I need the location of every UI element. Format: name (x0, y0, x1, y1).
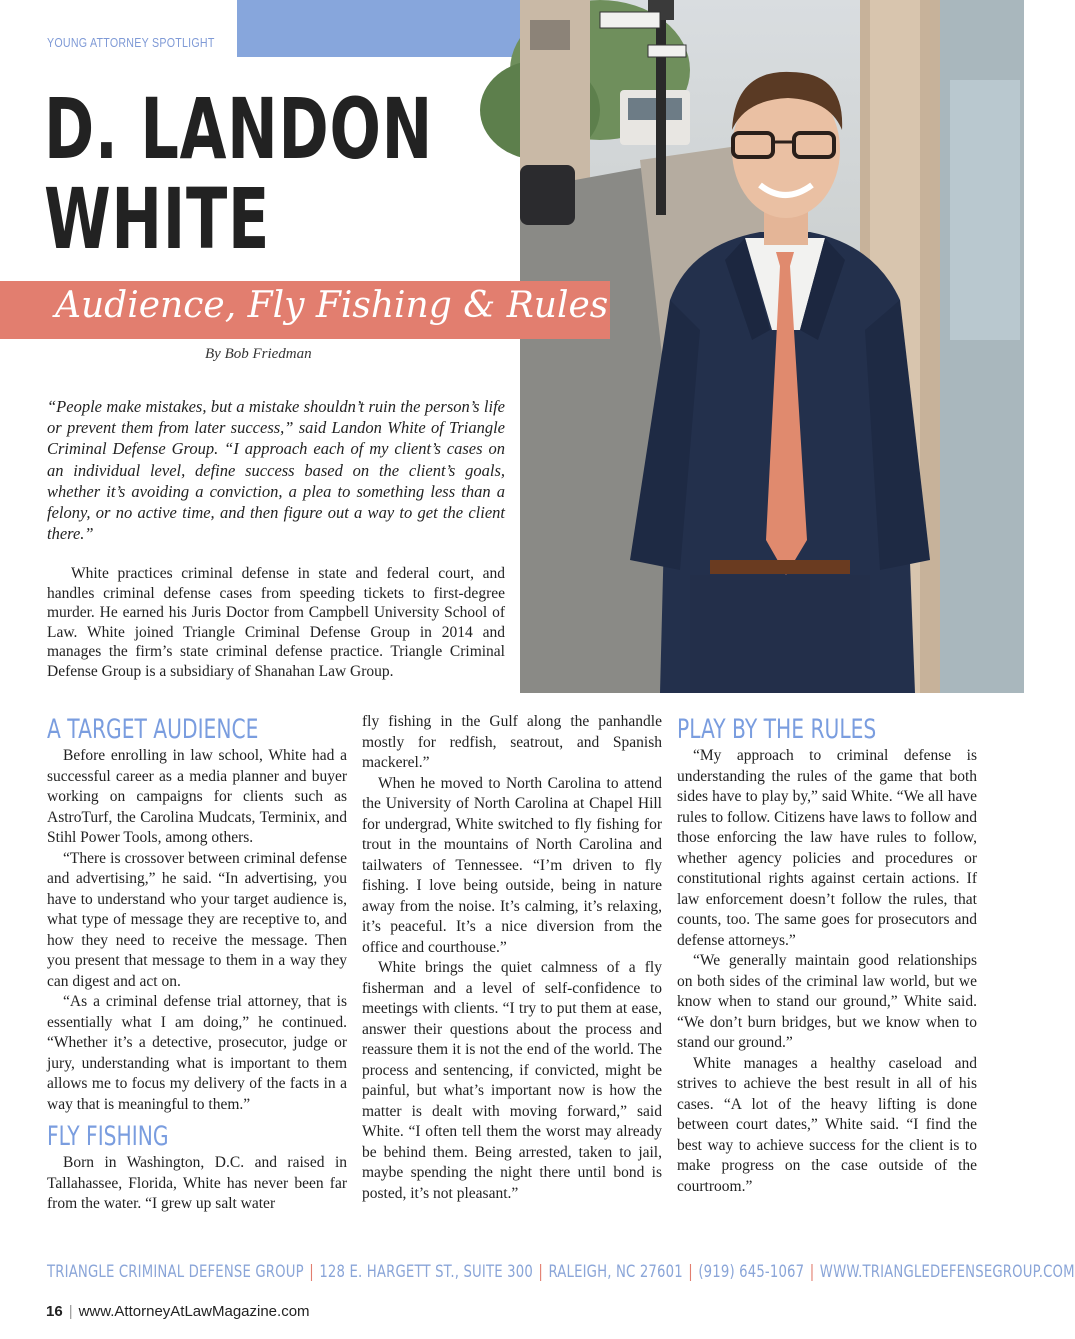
magazine-url-link[interactable]: www.AttorneyAtLawMagazine.com (78, 1303, 310, 1320)
portrait-photo (520, 0, 1024, 693)
body-paragraph: When he moved to North Carolina to attend the University of North Carolina at Chapel Hill for undergrad, White switched to fly fishing for trout in the mountains of North Carolina and tailwaters of Tennessee. “I’m driven to fly fishing. I love being outside, being in nature away from the noise. It’s calming, it’s relaxing, it’s peaceful. It’s a nice diversion from the office and courthouse.” (362, 774, 662, 956)
article-title (44, 80, 433, 268)
footer-separator: | (309, 1262, 314, 1282)
article-subtitle: Audience, Fly Fishing & Rules (55, 285, 609, 326)
body-paragraph: “There is crossover between criminal defense and advertising,” he said. “In advertising, you have to understand who your target audience is, what type of message they are receptive to, and how they need to receive the message. Then you present that message to them in a way they can digest and act on. (47, 849, 347, 990)
footer-separator: | (688, 1262, 693, 1282)
footer-website-link[interactable]: WWW.TRIANGLEDEFENSEGROUP.COM (819, 1262, 1075, 1282)
page-footer (46, 1303, 310, 1320)
column-1 (47, 712, 347, 1215)
body-paragraph: “We generally maintain good relationships on both sides of the criminal law world, but we know when to stand our ground,” White said. “We don’t burn bridges, but we know when to stand our ground.” (677, 952, 977, 1051)
body-paragraph: “As a criminal defense trial attorney, that is essentially what I am doing,” he continued. “Whether it’s a detective, prosecutor, judge or jury, understanding what is important to them allows me to focus my delivery of the facts in a way that is meaningful to them.” (47, 993, 347, 1113)
intro-paragraph: White practices criminal defense in state and federal court, and handles criminal defense cases from speeding tickets to first-degree murder. He earned his Juris Doctor from Campbell University School of Law. White joined Triangle Criminal Defense Group in 2014 and manages the firm’s state criminal defense practice. Triangle Criminal Defense Group is a subsidiary of Shanahan Law Group. (47, 565, 505, 680)
byline: By Bob Friedman (205, 346, 312, 362)
body-paragraph: Born in Washington, D.C. and raised in Tallahassee, Florida, White has never been far from the water. “I grew up salt water (47, 1154, 347, 1212)
body-paragraph: White brings the quiet calmness of a fly fisherman and a level of self-confidence to meetings with clients. “I try to put them at ease, answer their questions about the process and reassure them it is not the end of the world. The process and sentencing, if convicted, might be painful, but what’s important now is how the matter is dealt with moving forward,” said White. “I often tell them the worst may already be behind them. Being arrested, taken to jail, maybe spending the night there until bond is posted, it’s not pleasant.” (362, 959, 662, 1202)
section-label: YOUNG ATTORNEY SPOTLIGHT (47, 35, 215, 50)
footer-city: RALEIGH, NC 27601 (548, 1262, 683, 1282)
column-3 (677, 712, 977, 1197)
footer-separator: | (538, 1262, 544, 1282)
title-line-2: WHITE (44, 170, 271, 268)
column-2 (362, 712, 662, 1204)
footer-separator: | (68, 1303, 73, 1320)
footer-firm: TRIANGLE CRIMINAL DEFENSE GROUP (47, 1262, 304, 1282)
section-heading-play-by-the-rules: PLAY BY THE RULES (677, 714, 877, 745)
section-heading-fly-fishing: FLY FISHING (47, 1121, 169, 1152)
footer-separator: | (809, 1262, 815, 1282)
top-accent-bar (237, 0, 520, 57)
body-paragraph: Before enrolling in law school, White had a successful career as a media planner and buyer working on campaigns for clients such as AstroTurf, the Carolina Mudcats, Terminix, and Stihl Power Tools, among others. (47, 747, 347, 846)
page-number: 16 (46, 1303, 63, 1320)
body-paragraph: fly fishing in the Gulf along the panhandle mostly for redfish, seatrout, and Spanish mackerel.” (362, 713, 662, 771)
pull-quote: “People make mistakes, but a mistake shouldn’t ruin the person’s life or prevent them from later success,” said Landon White of Triangle Criminal Defense Group. “I approach each of my client’s cases on an individual level, define success based on the client’s goals, whether it’s avoiding a conviction, a plea to something less than a felony, or no active time, and then figure out a way to get the client there.” (47, 397, 505, 544)
section-heading-target-audience: A TARGET AUDIENCE (47, 714, 259, 745)
footer-address: 128 E. HARGETT ST., SUITE 300 (319, 1262, 533, 1282)
body-paragraph: “My approach to criminal defense is understanding the rules of the game that both sides have to play by,” said White. “We all have rules to follow. Citizens have laws to follow and those enforcing the law have rules to follow, whether agency policies and procedures or constitutional rights against certain actions. If law enforcement doesn’t follow the rules, that counts, too. The same goes for prosecutors and defense attorneys.” (677, 747, 977, 949)
body-paragraph: White manages a healthy caseload and strives to achieve the best result in all of his cases. “A lot of the heavy lifting is done between court dates,” White said. “I find the best way to achieve success for the client is to make progress on the case outside of the courtroom.” (677, 1054, 977, 1195)
title-line-1: D. LANDON (44, 80, 433, 178)
footer-phone: (919) 645-1067 (698, 1262, 805, 1282)
footer-contact-line (47, 1262, 1075, 1282)
